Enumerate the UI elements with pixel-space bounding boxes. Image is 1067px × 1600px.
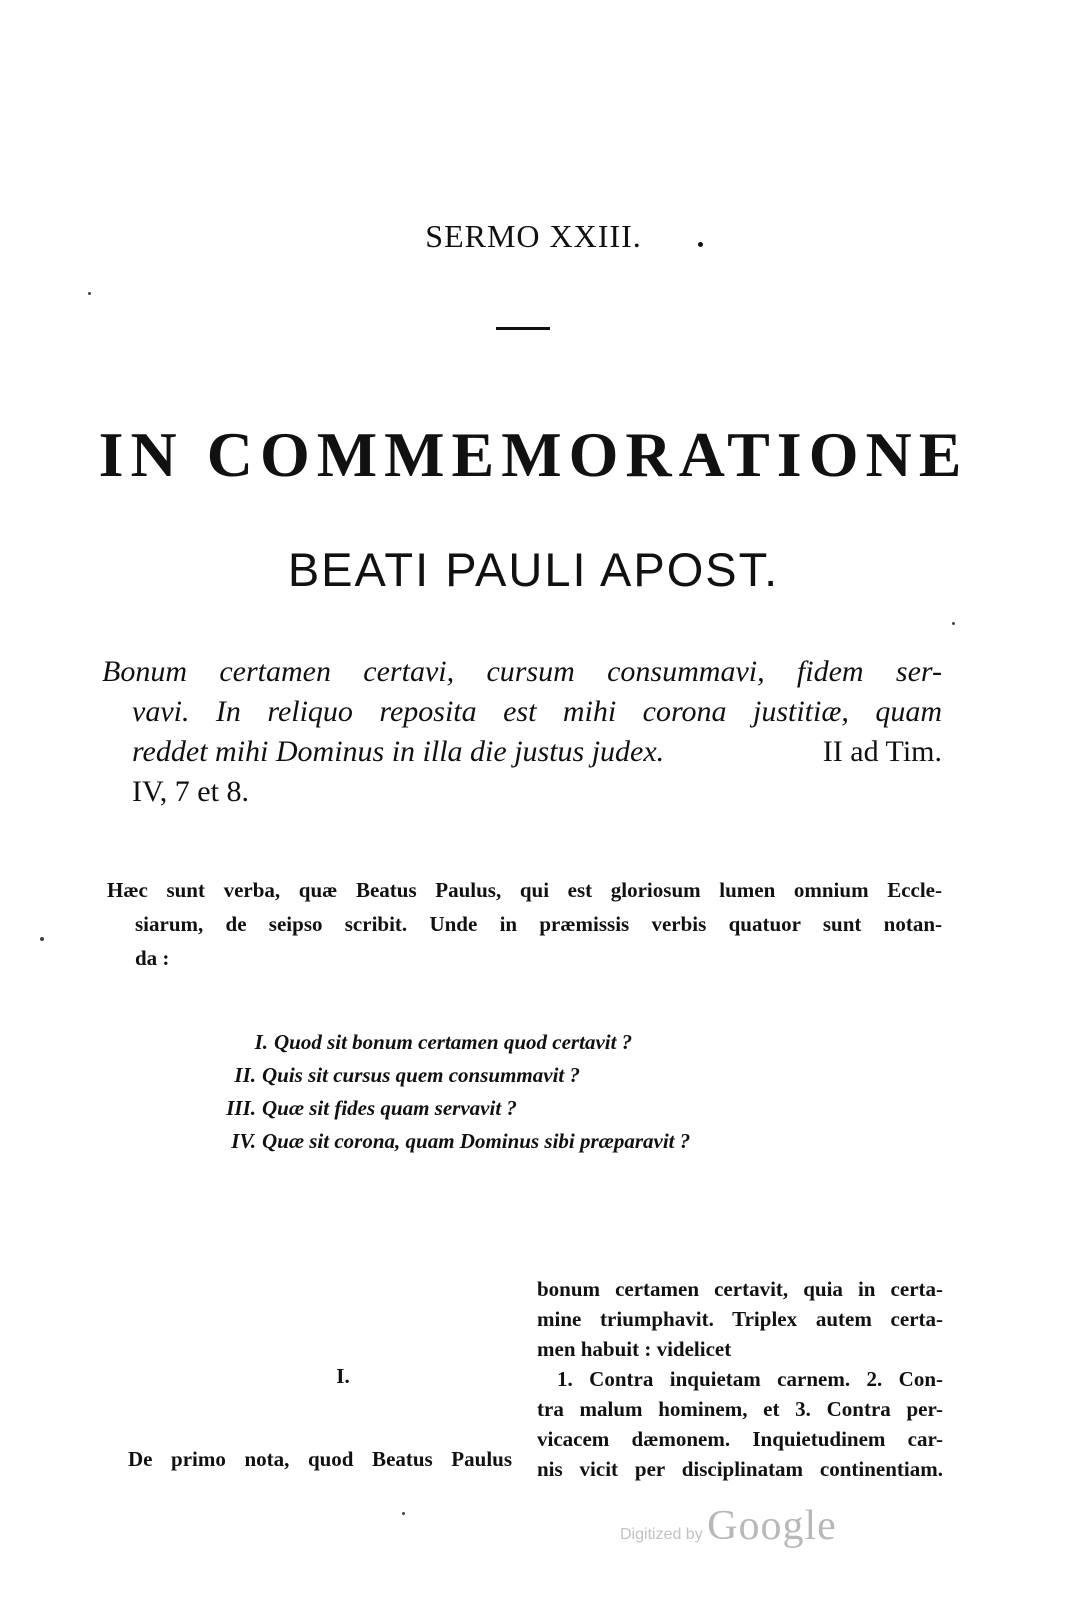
digitized-prefix: Digitized by — [620, 1526, 703, 1543]
intro-line: Hæc sunt verba, quæ Beatus Paulus, qui est gloriosum lumen omnium Eccle- — [107, 878, 942, 902]
paper-speck — [40, 937, 44, 941]
question-number: III. — [226, 1096, 256, 1120]
right-column — [537, 1274, 943, 1484]
paper-speck — [402, 1512, 405, 1515]
intro-line: siarum, de seipso scribit. Unde in præmissis verbis quatuor sunt notan- — [135, 912, 942, 936]
sermon-subtitle: BEATI PAULI APOST. — [287, 543, 780, 596]
question-item — [200, 1059, 820, 1092]
question-item — [200, 1125, 820, 1158]
question-item — [200, 1092, 820, 1125]
scripture-line — [102, 732, 942, 772]
body-line: mine triumphavit. Triplex autem certa- — [537, 1307, 943, 1331]
intro-line: da : — [135, 946, 170, 970]
question-text: Quod sit bonum certamen quod certavit ? — [274, 1030, 633, 1054]
question-text: Quis sit cursus quem consummavit ? — [262, 1063, 580, 1087]
scripture-line-text: reddet mihi Dominus in illa die justus judex. — [132, 735, 665, 768]
body-line: 1. Contra inquietam carnem. 2. Con- — [557, 1367, 943, 1391]
scripture-line-text: Bonum certamen certavi, cursum consummavi, fidem ser- — [102, 655, 942, 688]
question-list — [200, 1026, 820, 1158]
scripture-reference-continued: IV, 7 et 8. — [132, 775, 249, 808]
body-line: vicacem dæmonem. Inquietudinem car- — [537, 1427, 943, 1451]
digitized-watermark — [620, 1502, 837, 1550]
section-numeral: I. — [336, 1364, 350, 1388]
left-column — [128, 1360, 512, 1475]
google-logo: Google — [707, 1503, 837, 1549]
question-text: Quæ sit corona, quam Dominus sibi præparavit ? — [262, 1129, 691, 1153]
sermon-number-heading: SERMO XXIII. — [425, 218, 642, 254]
scripture-line — [102, 652, 942, 692]
scripture-quote — [102, 652, 942, 812]
question-number: II. — [234, 1063, 256, 1087]
scripture-reference: II ad Tim. — [822, 735, 942, 768]
paper-speck — [952, 622, 955, 625]
title-rule — [496, 327, 550, 330]
question-text: Quæ sit fides quam servavit ? — [262, 1096, 517, 1120]
paper-speck — [88, 292, 91, 295]
body-line: nis vicit per disciplinatam continentiam. — [537, 1457, 943, 1481]
scripture-line-text: vavi. In reliquo reposita est mihi corona justitiæ, quam — [132, 695, 942, 728]
intro-paragraph — [107, 873, 942, 975]
body-line: tra malum hominem, et 3. Contra per- — [537, 1397, 943, 1421]
scripture-line — [102, 692, 942, 732]
body-line: bonum certamen certavit, quia in certa- — [537, 1277, 943, 1301]
question-number: IV. — [231, 1129, 256, 1153]
section-opening-text: De primo nota, quod Beatus Paulus — [128, 1447, 512, 1471]
question-number: I. — [254, 1030, 268, 1054]
sermon-title: IN COMMEMORATIONE — [98, 419, 969, 490]
body-line: men habuit : videlicet — [537, 1337, 732, 1361]
stray-dot — [698, 242, 703, 247]
question-item — [200, 1026, 820, 1059]
